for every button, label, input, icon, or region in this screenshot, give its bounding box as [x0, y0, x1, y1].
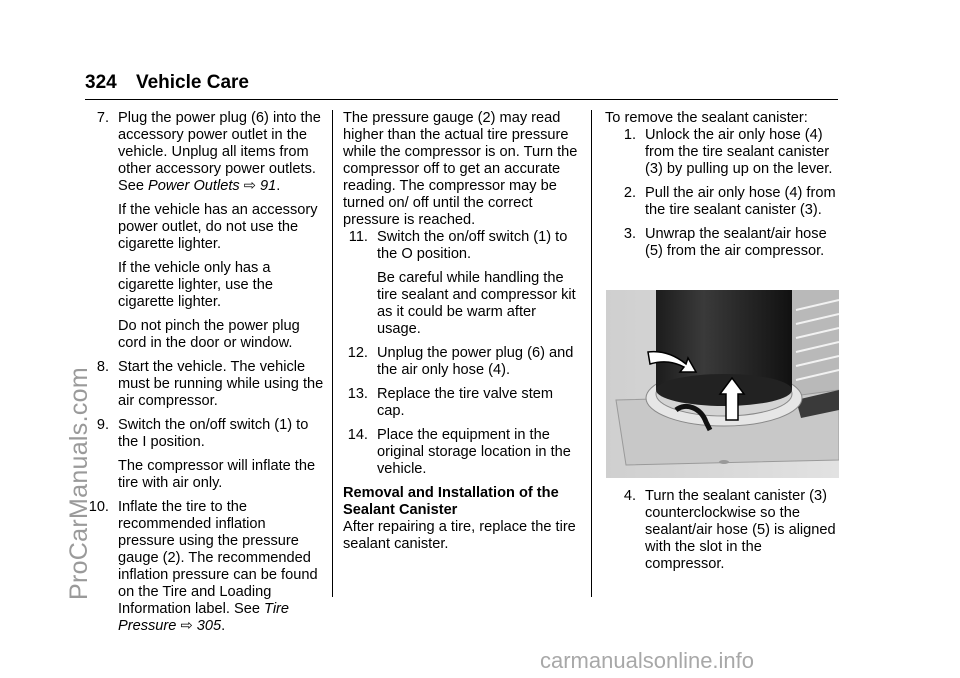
- step-text: Switch the on/off switch (1) to the O position.: [377, 229, 568, 262]
- column-divider-1: [332, 110, 333, 597]
- punct: .: [221, 618, 226, 634]
- step-3: [605, 226, 841, 260]
- step-number: 7.: [96, 110, 109, 126]
- step-13: [343, 386, 583, 420]
- step-number: 10.: [88, 499, 109, 515]
- xref-page[interactable]: ⇨ 91: [243, 178, 277, 194]
- body-paragraph: To remove the sealant canister:: [605, 110, 808, 126]
- step-text: Unwrap the sealant/air hose (5) from the air compressor.: [645, 226, 827, 259]
- step-11: [343, 229, 583, 338]
- step-text: Replace the tire valve stem cap.: [377, 386, 554, 419]
- sealant-canister-illustration: [606, 290, 839, 478]
- step-text: Unplug the power plug (6) and the air only hose (4).: [377, 345, 574, 378]
- step-text: Switch the on/off switch (1) to the I position.: [118, 417, 309, 450]
- step-text: Inflate the tire to the recommended inflation pressure using the pressure gauge (2). The recommended inflation pressure can be found on the Tire and Loading Information label. See: [118, 499, 318, 617]
- step-note: The compressor will inflate the tire with air only.: [118, 458, 316, 491]
- step-note: The pressure gauge (2) may read higher than the actual tire pressure while the compressor is on. Turn the compressor off to get an accurate reading. The compressor may be turned on/ off until the correct pressure is reached.: [343, 110, 578, 228]
- step-14: [343, 427, 583, 478]
- step-text: Turn the sealant canister (3) counterclockwise so the sealant/air hose (5) is aligned with the slot in the compressor.: [645, 488, 836, 572]
- step-note: Do not pinch the power plug cord in the door or window.: [118, 318, 300, 351]
- step-number: 9.: [96, 417, 109, 433]
- xref-link-power-outlets[interactable]: Power Outlets: [148, 178, 240, 194]
- step-number: 12.: [347, 345, 368, 361]
- step-9: [84, 417, 324, 492]
- punct: .: [276, 178, 281, 194]
- step-note: If the vehicle has an accessory power outlet, do not use the cigarette lighter.: [118, 202, 318, 252]
- step-text: Unlock the air only hose (4) from the tire sealant canister (3) by pulling up on the lever.: [645, 127, 833, 177]
- side-watermark: ProCarManuals.com: [65, 367, 93, 600]
- section-heading: Removal and Installation of the Sealant Canister: [343, 485, 559, 518]
- step-number: 3.: [623, 226, 636, 242]
- step-1: [605, 127, 841, 178]
- step-12: [343, 345, 583, 379]
- step-note: Be careful while handling the tire sealant and compressor kit as it could be warm after usage.: [377, 270, 576, 337]
- page-header: [85, 72, 249, 94]
- column-2: [343, 110, 583, 553]
- step-4: [605, 488, 841, 573]
- bottom-watermark: carmanualsonline.info: [540, 648, 755, 673]
- step-number: 14.: [347, 427, 368, 443]
- step-8: [84, 359, 324, 410]
- step-number: 13.: [347, 386, 368, 402]
- column-3: [605, 110, 841, 267]
- step-7: [84, 110, 324, 352]
- body-paragraph: After repairing a tire, replace the tire sealant canister.: [343, 519, 576, 552]
- section-title: Vehicle Care: [135, 72, 250, 93]
- column-3-lower: [605, 488, 841, 580]
- step-10: [84, 499, 324, 635]
- step-number: 2.: [623, 185, 636, 201]
- column-1: [84, 110, 324, 642]
- step-text: Start the vehicle. The vehicle must be running while using the air compressor.: [118, 359, 324, 409]
- step-number: 4.: [623, 488, 636, 504]
- step-number: 8.: [96, 359, 109, 375]
- step-number: 11.: [348, 229, 368, 245]
- step-text: Pull the air only hose (4) from the tire sealant canister (3).: [645, 185, 836, 218]
- step-note: If the vehicle only has a cigarette lighter, use the cigarette lighter.: [118, 260, 273, 310]
- xref-page[interactable]: ⇨ 305: [180, 618, 222, 634]
- step-2: [605, 185, 841, 219]
- xref-link-tire-pressure[interactable]: Tire Pressure: [118, 601, 290, 634]
- column-divider-2: [591, 110, 592, 597]
- step-text: Place the equipment in the original storage location in the vehicle.: [377, 427, 571, 477]
- step-number: 1.: [623, 127, 636, 143]
- header-rule: [85, 99, 838, 100]
- step-text: Plug the power plug (6) into the accessory power outlet in the vehicle. Unplug all items from other accessory power outlets. See: [118, 110, 321, 194]
- page-number: 324: [85, 72, 117, 93]
